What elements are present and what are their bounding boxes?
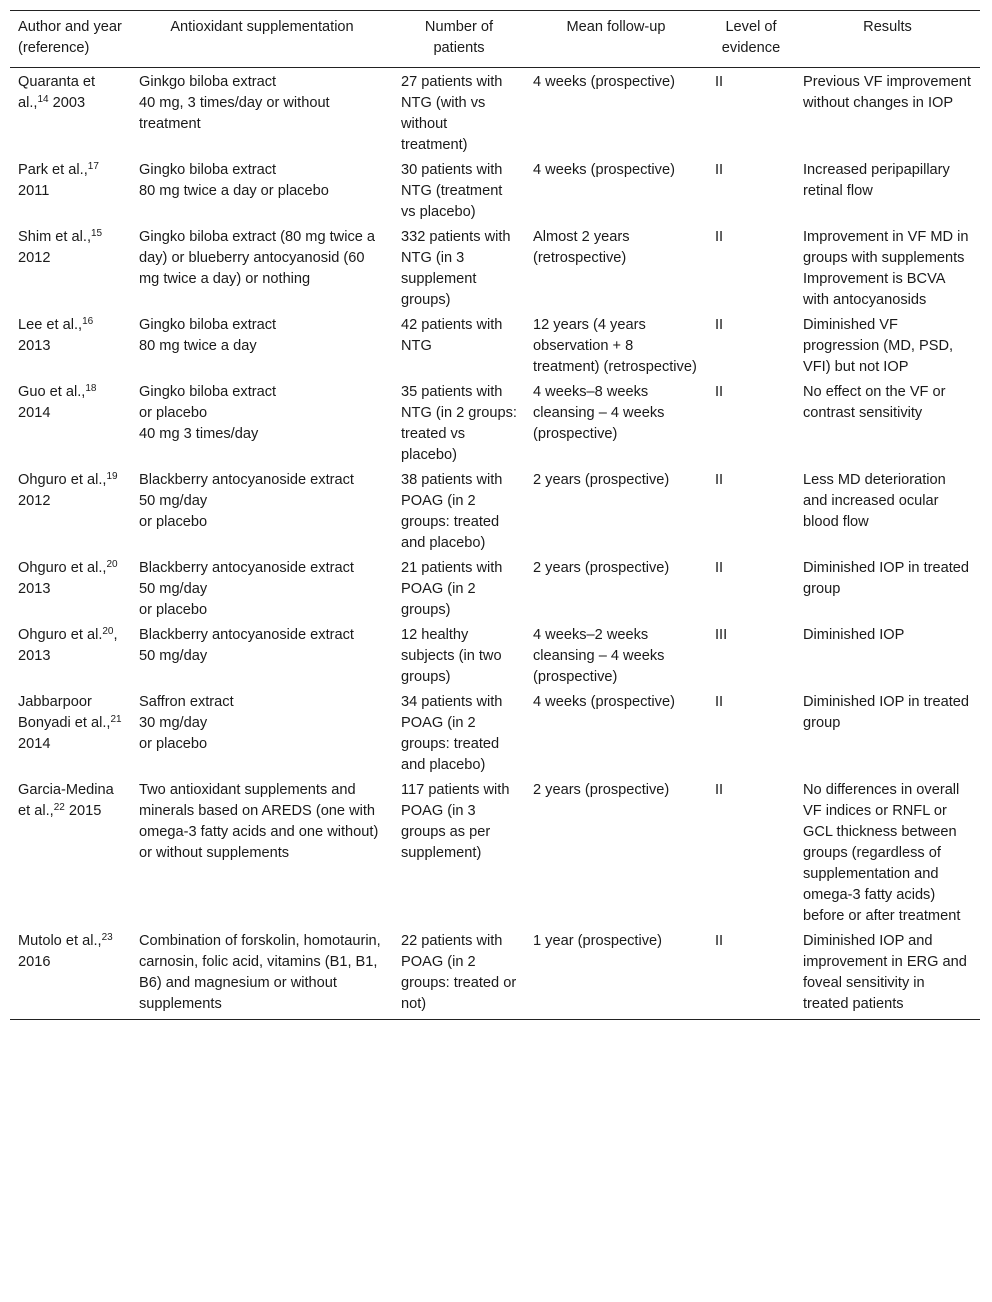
cell-patients: 35 patients with NTG (in 2 groups: treated vs placebo)	[401, 384, 517, 463]
author-name: Ohguro et al.,	[18, 560, 107, 576]
supplementation-line: Blackberry antocyanoside extract	[139, 560, 354, 576]
reference-number: 23	[101, 932, 113, 943]
header-author: Author and year (reference)	[18, 19, 122, 56]
supplementation-line: 40 mg 3 times/day	[139, 426, 259, 442]
cell-followup: 4 weeks (prospective)	[533, 74, 675, 90]
table-body	[10, 68, 980, 1020]
publication-year: 2012	[18, 493, 51, 509]
supplementation-line: Blackberry antocyanoside extract	[139, 472, 354, 488]
cell-evidence: II	[715, 229, 724, 245]
table-row	[10, 929, 980, 1020]
cell-supplementation	[131, 468, 393, 556]
cell-results: Previous VF improvement without changes in IOP	[803, 74, 971, 111]
header-results: Results	[863, 19, 912, 35]
cell-followup: 4 weeks–8 weeks cleansing – 4 weeks (prospective)	[533, 384, 665, 442]
reference-number: 20	[102, 626, 114, 637]
author-name: Jabbarpoor Bonyadi et al.,	[18, 694, 111, 731]
cell-evidence: II	[715, 933, 724, 949]
table-row	[10, 380, 980, 468]
supplementation-line: 30 mg/day	[139, 715, 208, 731]
cell-supplementation	[131, 380, 393, 468]
cell-author	[10, 225, 131, 313]
reference-number: 22	[53, 802, 65, 813]
publication-year: , 2013	[18, 627, 118, 664]
cell-supplementation	[131, 68, 393, 159]
cell-author	[10, 778, 131, 929]
cell-results: Diminished IOP and improvement in ERG and foveal sensitivity in treated patients	[803, 933, 967, 1012]
cell-followup: 1 year (prospective)	[533, 933, 662, 949]
author-name: Park et al.,	[18, 162, 88, 178]
cell-patients: 42 patients with NTG	[401, 317, 503, 354]
header-evidence: Level of evidence	[721, 19, 781, 56]
supplementation-line: Gingko biloba extract	[139, 317, 277, 333]
publication-year: 2013	[18, 338, 51, 354]
publication-year: 2016	[18, 954, 51, 970]
cell-followup: 4 weeks (prospective)	[533, 694, 675, 710]
cell-supplementation	[131, 690, 393, 778]
cell-supplementation	[131, 778, 393, 929]
cell-results: Diminished IOP in treated group	[803, 694, 970, 731]
cell-patients: 38 patients with POAG (in 2 groups: treated and placebo)	[401, 472, 503, 551]
cell-results: Diminished IOP in treated group	[803, 560, 970, 597]
table-row	[10, 556, 980, 623]
cell-evidence: II	[715, 472, 724, 488]
supplementation-line: or placebo	[139, 602, 208, 618]
cell-results: Improvement in VF MD in groups with supplements Improvement is BCVA with antocyanosids	[803, 229, 969, 308]
supplementation-line: or placebo	[139, 405, 208, 421]
supplementation-line: 50 mg/day	[139, 581, 208, 597]
supplementation-line: Gingko biloba extract	[139, 162, 277, 178]
cell-supplementation	[131, 929, 393, 1020]
cell-author	[10, 313, 131, 380]
reference-number: 16	[82, 316, 94, 327]
author-name: Mutolo et al.,	[18, 933, 102, 949]
cell-followup: 2 years (prospective)	[533, 472, 670, 488]
studies-table-container	[10, 10, 980, 1020]
supplementation-line: 50 mg/day	[139, 648, 208, 664]
publication-year: 2015	[68, 803, 102, 819]
cell-evidence: II	[715, 782, 724, 798]
cell-author	[10, 468, 131, 556]
publication-year: 2011	[18, 183, 50, 199]
table-row	[10, 690, 980, 778]
cell-patients: 27 patients with NTG (with vs without treatment)	[401, 74, 503, 153]
cell-author	[10, 556, 131, 623]
cell-author	[10, 623, 131, 690]
supplementation-line: Gingko biloba extract (80 mg twice a day) or blueberry antocyanosid (60 mg twice a day) or nothing	[139, 229, 380, 287]
cell-author	[10, 68, 131, 159]
cell-evidence: II	[715, 694, 724, 710]
cell-author	[10, 158, 131, 225]
cell-results: Less MD deterioration and increased ocular blood flow	[803, 472, 946, 530]
author-name: Shim et al.,	[18, 229, 91, 245]
supplementation-line: 40 mg, 3 times/day or without treatment	[139, 95, 334, 132]
author-name: Quaranta et al.,	[18, 74, 96, 111]
table-row	[10, 778, 980, 929]
reference-number: 21	[110, 714, 122, 725]
supplementation-line: 80 mg twice a day or placebo	[139, 183, 329, 199]
cell-results: No effect on the VF or contrast sensitivity	[803, 384, 946, 421]
cell-supplementation	[131, 623, 393, 690]
author-name: Ohguro et al.	[18, 627, 103, 643]
cell-evidence: II	[715, 560, 724, 576]
cell-followup: 4 weeks (prospective)	[533, 162, 675, 178]
table-header	[10, 11, 980, 68]
supplementation-line: Gingko biloba extract	[139, 384, 277, 400]
table-row	[10, 623, 980, 690]
cell-results: Increased peripapillary retinal flow	[803, 162, 950, 199]
publication-year: 2013	[18, 581, 51, 597]
header-supplementation: Antioxidant supplementation	[170, 19, 354, 35]
publication-year: 2014	[18, 736, 51, 752]
reference-number: 18	[85, 383, 97, 394]
cell-followup: 12 years (4 years observation + 8 treatment) (retrospective)	[533, 317, 697, 375]
cell-patients: 30 patients with NTG (treatment vs placebo)	[401, 162, 503, 220]
header-row	[10, 11, 980, 68]
table-row	[10, 158, 980, 225]
cell-patients: 332 patients with NTG (in 3 supplement groups)	[401, 229, 511, 308]
cell-patients: 22 patients with POAG (in 2 groups: treated or not)	[401, 933, 517, 1012]
cell-evidence: II	[715, 74, 724, 90]
cell-supplementation	[131, 158, 393, 225]
cell-supplementation	[131, 225, 393, 313]
cell-followup: 2 years (prospective)	[533, 782, 670, 798]
cell-evidence: II	[715, 162, 724, 178]
cell-followup: 4 weeks–2 weeks cleansing – 4 weeks (prospective)	[533, 627, 665, 685]
table-row	[10, 313, 980, 380]
author-name: Ohguro et al.,	[18, 472, 107, 488]
cell-results: No differences in overall VF indices or RNFL or GCL thickness between groups (regardless of supplementation and omega-3 fatty acids) before or after treatment	[803, 782, 961, 924]
cell-evidence: II	[715, 384, 724, 400]
author-name: Guo et al.,	[18, 384, 86, 400]
supplementation-line: Two antioxidant supplements and minerals based on AREDS (one with omega-3 fatty acids and one without) or without supplements	[139, 782, 383, 861]
reference-number: 15	[91, 228, 103, 239]
reference-number: 14	[37, 94, 49, 105]
cell-followup: Almost 2 years (retrospective)	[533, 229, 630, 266]
cell-author	[10, 690, 131, 778]
publication-year: 2003	[52, 95, 86, 111]
table-row	[10, 468, 980, 556]
supplementation-line: Combination of forskolin, homotaurin, carnosin, folic acid, vitamins (B1, B1, B6) and magnesium or without supplements	[139, 933, 385, 1012]
supplementation-line: 80 mg twice a day	[139, 338, 257, 354]
reference-number: 17	[87, 161, 99, 172]
cell-evidence: III	[715, 627, 728, 643]
cell-results: Diminished IOP	[803, 627, 905, 643]
author-name: Garcia-Medina et al.,	[18, 782, 114, 819]
supplementation-line: or placebo	[139, 736, 208, 752]
header-patients: Number of patients	[424, 19, 494, 56]
table-row	[10, 68, 980, 159]
supplementation-line: 50 mg/day	[139, 493, 208, 509]
supplementation-line: Ginkgo biloba extract	[139, 74, 277, 90]
reference-number: 19	[106, 471, 118, 482]
supplementation-line: or placebo	[139, 514, 208, 530]
publication-year: 2012	[18, 250, 51, 266]
publication-year: 2014	[18, 405, 51, 421]
cell-patients: 12 healthy subjects (in two groups)	[401, 627, 502, 685]
supplementation-line: Blackberry antocyanoside extract	[139, 627, 354, 643]
cell-supplementation	[131, 313, 393, 380]
author-name: Lee et al.,	[18, 317, 83, 333]
reference-number: 20	[106, 559, 118, 570]
header-followup: Mean follow-up	[566, 19, 666, 35]
cell-followup: 2 years (prospective)	[533, 560, 670, 576]
cell-supplementation	[131, 556, 393, 623]
supplementation-line: Saffron extract	[139, 694, 234, 710]
table-row	[10, 225, 980, 313]
cell-author	[10, 380, 131, 468]
cell-author	[10, 929, 131, 1020]
cell-evidence: II	[715, 317, 724, 333]
antioxidant-studies-table	[10, 10, 980, 1020]
cell-patients: 117 patients with POAG (in 3 groups as per supplement)	[401, 782, 510, 861]
cell-patients: 21 patients with POAG (in 2 groups)	[401, 560, 503, 618]
cell-patients: 34 patients with POAG (in 2 groups: treated and placebo)	[401, 694, 503, 773]
cell-results: Diminished VF progression (MD, PSD, VFI) but not IOP	[803, 317, 954, 375]
